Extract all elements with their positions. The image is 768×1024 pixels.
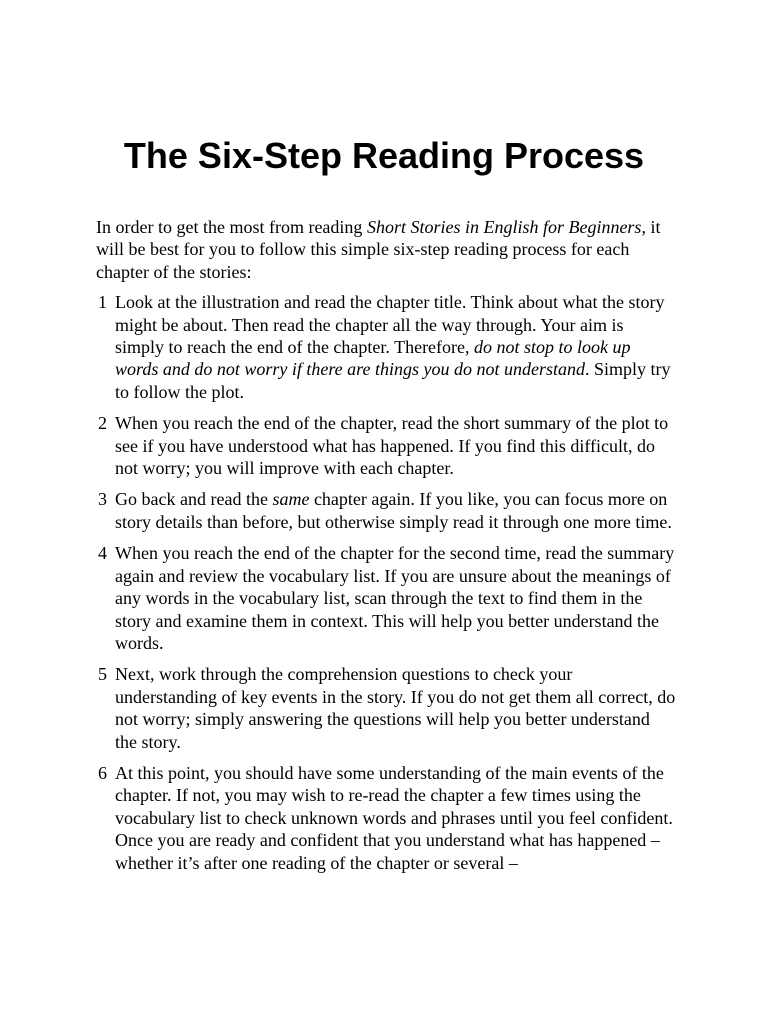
step-text: chapter again. If you like, you can focus more on story details than before, but otherwise simply read it through one more time. — [115, 489, 672, 532]
step-1 — [96, 291, 676, 403]
page-title: The Six-Step Reading Process — [123, 135, 645, 176]
step-text: When you reach the end of the chapter for the second time, read the summary again and review the vocabulary list. If you are unsure about the meanings of any words in the vocabulary list, scan through the text to find them in the story and examine them in context. This will help you better understand the words. — [115, 543, 675, 653]
step-number: 6 — [98, 762, 107, 783]
step-number: 2 — [98, 413, 107, 434]
intro-text-after: , it will be best for you to follow this simple six-step reading process for each chapter of the stories: — [96, 217, 661, 282]
intro-text-before: In order to get the most from reading — [96, 217, 367, 237]
step-emphasis: same — [272, 489, 310, 510]
step-emphasis: do not stop to look up words and do not worry if there are things you do not understand — [115, 337, 631, 380]
step-number: 1 — [98, 292, 107, 313]
step-text: Look at the illustration and read the chapter title. Think about what the story might be about. Then read the chapter all the way through. Your aim is simply to reach the end of the chapter. Therefore, — [115, 292, 665, 358]
step-6 — [96, 762, 676, 874]
step-4 — [96, 542, 676, 654]
document-body — [96, 216, 676, 883]
steps-list — [96, 291, 676, 874]
step-text: When you reach the end of the chapter, read the short summary of the plot to see if you have understood what has happened. If you find this difficult, do not worry; you will improve with each chapter. — [115, 413, 669, 479]
book-title: Short Stories in English for Beginners — [366, 217, 642, 237]
step-2 — [96, 412, 676, 479]
intro-paragraph — [96, 216, 676, 283]
step-text: . Simply try to follow the plot. — [115, 359, 671, 402]
step-text: Next, work through the comprehension questions to check your understanding of key events in the story. If you do not get them all correct, do not worry; simply answering the questions will help you better understand the story. — [115, 664, 676, 752]
step-number: 4 — [98, 543, 107, 564]
step-3 — [96, 488, 676, 533]
step-text: Go back and read the — [115, 489, 273, 510]
step-number: 5 — [98, 664, 107, 685]
step-5 — [96, 663, 676, 753]
step-number: 3 — [98, 489, 107, 510]
step-text: At this point, you should have some understanding of the main events of the chapter. If not, you may wish to re-read the chapter a few times using the vocabulary list to check unknown words and phrases until you feel confident. Once you are ready and confident that you understand what has happened – whether it’s after one reading of the chapter or several – — [115, 762, 673, 873]
